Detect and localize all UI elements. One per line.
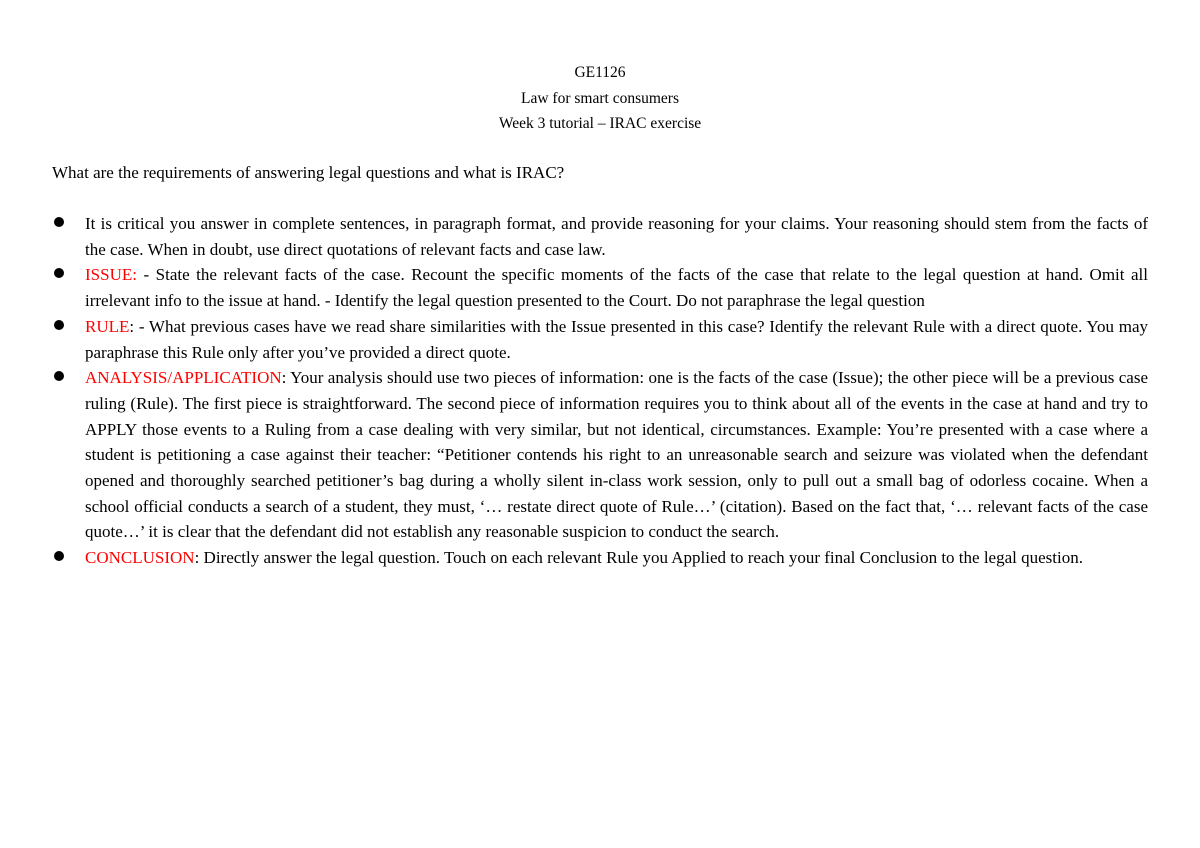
bullet-dot-icon: [54, 371, 64, 381]
bullet-item-requirements: [52, 211, 1148, 262]
bullet-dot-icon: [54, 551, 64, 561]
bullet-label: ANALYSIS/APPLICATION: [85, 368, 282, 388]
bullet-item-analysis: [52, 365, 1148, 545]
bullet-dot-icon: [54, 320, 64, 330]
bullet-item-issue: [52, 262, 1148, 313]
bullet-item-rule: [52, 314, 1148, 365]
bullet-item-conclusion: [52, 545, 1148, 571]
bullet-list: [52, 211, 1148, 571]
bullet-label: CONCLUSION: [85, 548, 195, 568]
session-title: Week 3 tutorial – IRAC exercise: [498, 115, 702, 132]
question-heading: What are the requirements of answering legal questions and what is IRAC?: [52, 163, 565, 182]
bullet-text: - State the relevant facts of the case. Recount the specific moments of the facts of the case that relate to the legal question at hand. Omit all irrelevant info to the issue at hand. - Identify the legal question presented to the Court. Do not paraphrase the legal question: [85, 265, 1148, 311]
bullet-label: ISSUE:: [85, 265, 137, 285]
bullet-dot-icon: [54, 268, 64, 278]
bullet-label: RULE: [85, 316, 130, 336]
bullet-text: : Directly answer the legal question. Touch on each relevant Rule you Applied to reach your final Conclusion to the legal question.: [194, 548, 1083, 568]
bullet-text: : Your analysis should use two pieces of information: one is the facts of the case (Issue); the other piece will be a previous case ruling (Rule). The first piece is straightforward. The second piece of information requires you to think about all of the events in the case at hand and try to APPLY those events to a Ruling from a case dealing with very similar, but not identical, circumstances. Example: You’re presented with a case where a student is petitioning a case against their teacher: “Petitioner contends his right to an unreasonable search and seizure was violated when the defendant opened and thoroughly searched petitioner’s bag during a wholly silent in-class work session, only to pull out a small bag of odorless cocaine. When a school official conducts a search of a student, they must, ‘… restate direct quote of Rule…’ (citation). Based on the fact that, ‘… relevant facts of the case quote…’ it is clear that the defendant did not establish any reasonable suspicion to conduct the search.: [85, 368, 1148, 542]
course-title: Law for smart consumers: [521, 89, 679, 107]
document-header: [0, 60, 1200, 137]
bullet-dot-icon: [54, 217, 64, 227]
bullet-text: : - What previous cases have we read share similarities with the Issue presented in this case? Identify the relevant Rule with a direct quote. You may paraphrase this Rule only after you’ve provided a direct quote.: [85, 316, 1148, 362]
course-code: GE1126: [574, 64, 626, 81]
bullet-text: It is critical you answer in complete sentences, in paragraph format, and provide reasoning for your claims. Your reasoning should stem from the facts of the case. When in doubt, use direct quotations of relevant facts and case law.: [85, 214, 1148, 259]
